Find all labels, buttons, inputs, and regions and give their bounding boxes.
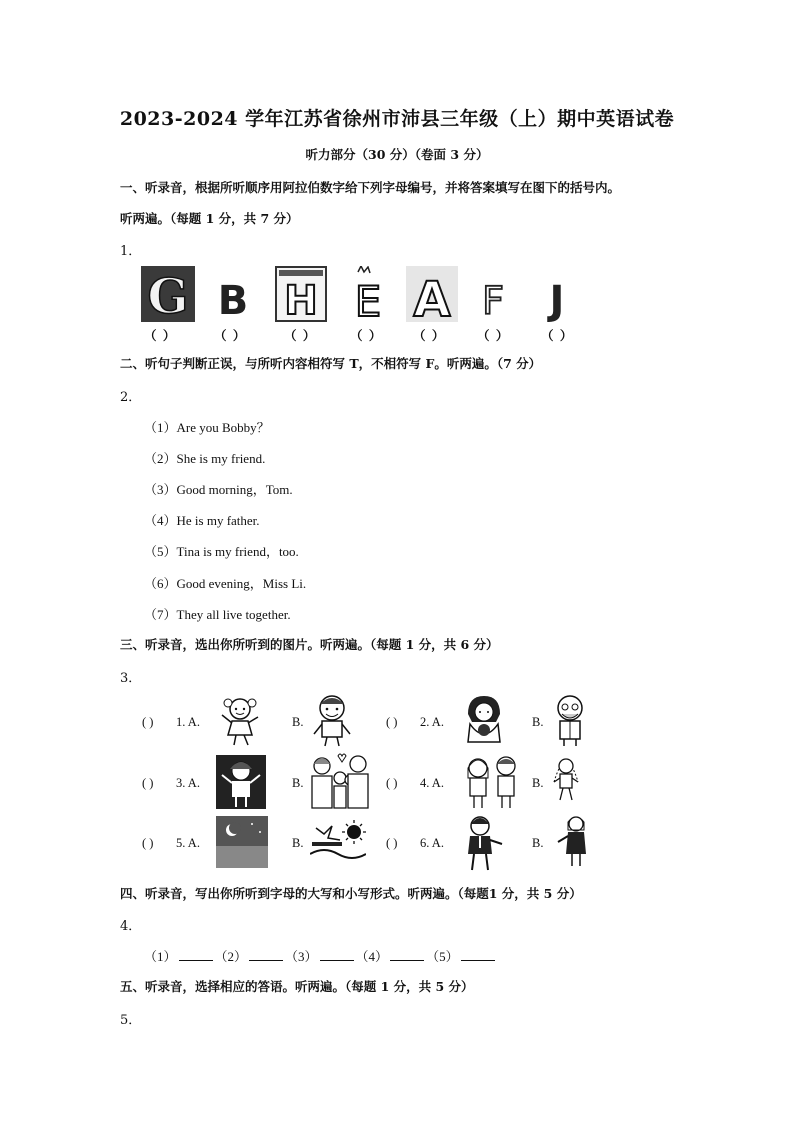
page-title: 2023-2024 学年江苏省徐州市沛县三年级（上）期中英语试卷 bbox=[119, 108, 675, 130]
q5-a-label: 5. A. bbox=[176, 836, 200, 850]
section5-heading: 五、听录音，选择相应的答语。听两遍。（每题 1 分，共 5 分） bbox=[120, 979, 474, 994]
letter-h-glyph: H bbox=[284, 278, 318, 322]
sentence-item-7: （7）They all live together. bbox=[144, 607, 291, 622]
blank-field-4[interactable] bbox=[390, 948, 424, 961]
q6-a-label: 6. A. bbox=[420, 836, 444, 850]
answer-paren-2[interactable]: （ ） bbox=[214, 328, 247, 343]
grandfather-image bbox=[550, 692, 590, 748]
question-number-5: 5． bbox=[120, 1013, 142, 1028]
blank-field-5[interactable] bbox=[461, 948, 495, 961]
morning-sun-image bbox=[310, 818, 366, 866]
man-in-suit-image bbox=[460, 814, 506, 872]
letter-b-glyph: B bbox=[217, 278, 249, 322]
blank-field-1[interactable] bbox=[179, 948, 213, 961]
family-group-image bbox=[308, 752, 374, 810]
letter-image-f bbox=[478, 266, 508, 322]
sentence-item-2: （2）She is my friend. bbox=[144, 451, 266, 466]
question-number-2: 2． bbox=[120, 390, 142, 405]
letter-j-glyph: J bbox=[549, 278, 565, 322]
q4-b-label: B. bbox=[532, 776, 544, 790]
letter-a-glyph: A bbox=[413, 272, 451, 322]
letter-image-h bbox=[275, 266, 327, 322]
letter-image-e bbox=[346, 266, 390, 322]
page-subtitle: 听力部分（30 分）（卷面 3 分） bbox=[305, 147, 489, 162]
section1-heading-line1: 一、听录音，根据所听顺序用阿拉伯数字给下列字母编号，并将答案填写在图下的括号内。 bbox=[120, 180, 621, 195]
q2-b-label: B. bbox=[532, 715, 544, 729]
choice-paren-1[interactable]: ( ) bbox=[142, 715, 154, 729]
letter-image-a bbox=[406, 266, 458, 322]
sentence-item-1: （1）Are you Bobby？ bbox=[144, 420, 270, 435]
letter-image-b bbox=[213, 266, 253, 322]
answer-paren-6[interactable]: （ ） bbox=[477, 328, 510, 343]
q3-a-label: 3. A. bbox=[176, 776, 200, 790]
letter-f-glyph: F bbox=[482, 279, 504, 322]
q6-b-label: B. bbox=[532, 836, 544, 850]
section1-heading-line2: 听两遍。（每题 1 分，共 7 分） bbox=[120, 211, 299, 226]
q3-b-label: B. bbox=[292, 776, 304, 790]
sentence-item-5: （5）Tina is my friend，too. bbox=[144, 544, 299, 559]
question-number-3: 3． bbox=[120, 671, 142, 686]
section3-heading: 三、听录音，选出你所听到的图片。听两遍。（每题 1 分，共 6 分） bbox=[120, 637, 499, 652]
answer-paren-4[interactable]: （ ） bbox=[350, 328, 383, 343]
sentence-item-6: （6）Good evening，Miss Li. bbox=[144, 576, 307, 591]
choice-paren-6[interactable]: ( ) bbox=[386, 836, 398, 850]
woman-teacher-image bbox=[556, 814, 592, 868]
answer-paren-1[interactable]: （ ） bbox=[144, 328, 177, 343]
q2-a-label: 2. A. bbox=[420, 715, 444, 729]
blank-label-3: （3） bbox=[285, 949, 318, 964]
question-number-4: 4． bbox=[120, 919, 142, 934]
girl-jumping-rope-image bbox=[548, 752, 584, 810]
answer-paren-3[interactable]: （ ） bbox=[284, 328, 317, 343]
choice-paren-4[interactable]: ( ) bbox=[386, 776, 398, 790]
sentence-item-3: （3）Good morning，Tom. bbox=[144, 482, 293, 497]
blank-label-1: （1） bbox=[144, 949, 177, 964]
boy-smiling-image bbox=[310, 692, 354, 748]
girl-dancing-image bbox=[216, 695, 264, 747]
boy-and-girl-image bbox=[460, 754, 526, 810]
answer-paren-5[interactable]: （ ） bbox=[413, 328, 446, 343]
blank-field-3[interactable] bbox=[320, 948, 354, 961]
blank-field-2[interactable] bbox=[249, 948, 283, 961]
section4-heading: 四、听录音，写出你所听到字母的大写和小写形式。听两遍。（每题1 分，共 5 分） bbox=[120, 886, 582, 901]
blank-label-5: （5） bbox=[426, 949, 459, 964]
blank-label-4: （4） bbox=[355, 949, 389, 964]
section2-heading: 二、听句子判断正误，与所听内容相符写 T，不相符写 F。听两遍。（7 分） bbox=[120, 356, 542, 371]
blank-label-2: （2） bbox=[214, 949, 248, 964]
sentence-item-4: （4）He is my father. bbox=[144, 513, 260, 528]
q1-a-label: 1. A. bbox=[176, 715, 200, 729]
letter-blank-row bbox=[144, 946, 497, 965]
q4-a-label: 4. A. bbox=[420, 776, 444, 790]
letter-g-glyph: G bbox=[147, 269, 189, 322]
night-moon-image bbox=[216, 816, 268, 868]
woman-dark-background-image bbox=[216, 755, 266, 809]
choice-paren-2[interactable]: ( ) bbox=[386, 715, 398, 729]
choice-paren-5[interactable]: ( ) bbox=[142, 836, 154, 850]
question-number-1: 1． bbox=[120, 244, 142, 259]
q5-b-label: B. bbox=[292, 836, 304, 850]
mother-hugging-child-image bbox=[460, 694, 504, 746]
answer-paren-7[interactable]: （ ） bbox=[541, 328, 574, 343]
choice-paren-3[interactable]: ( ) bbox=[142, 776, 154, 790]
letter-image-j bbox=[542, 266, 572, 322]
letter-image-g bbox=[141, 266, 195, 322]
q1-b-label: B. bbox=[292, 715, 304, 729]
letter-e-glyph: E bbox=[354, 277, 382, 322]
